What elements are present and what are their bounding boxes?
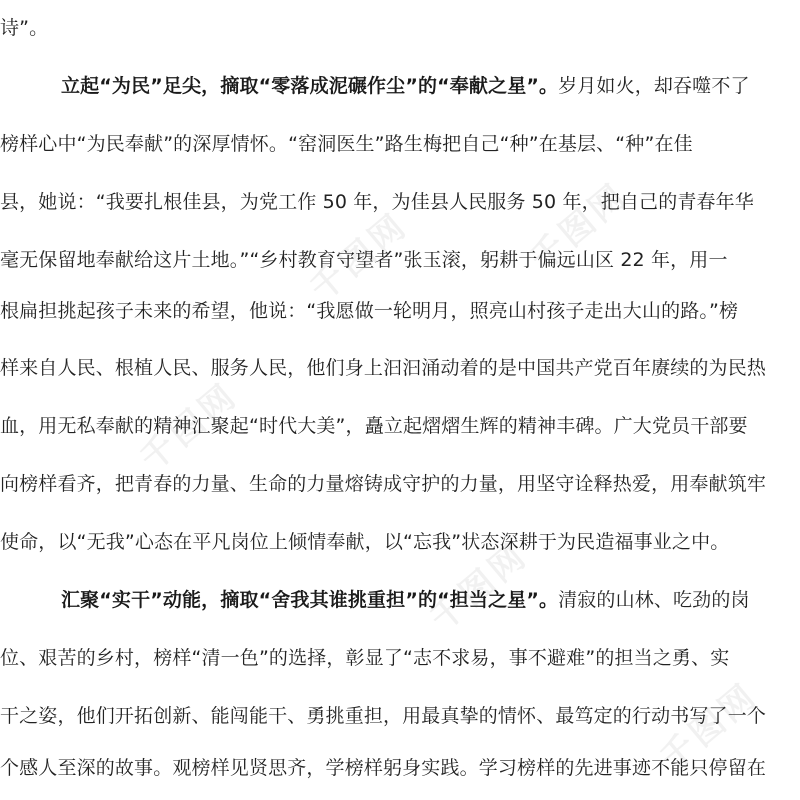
text-line: 血，用无私奉献的精神汇聚起“时代大美”，矗立起熠熠生辉的精神丰碑。广大党员干部要 [0,415,748,437]
text-line: 向榜样看齐，把青春的力量、生命的力量熔铸成守护的力量，用坚守诠释热爱，用奉献筑牢 [0,473,767,495]
paragraph-heading: 汇聚“实干”动能，摘取“舍我其谁挑重担”的“担当之星”。 [61,589,559,611]
watermark: 千图网 [652,675,766,780]
watermark: 千图网 [302,205,416,310]
watermark: 千图网 [522,175,636,280]
paragraph-heading-line: 汇聚“实干”动能，摘取“舍我其谁挑重担”的“担当之星”。清寂的山林、吃劲的岗 [61,589,750,611]
text-line: 位、艰苦的乡村，榜样“清一色”的选择，彰显了“志不求易，事不避难”的担当之勇、实 [0,647,730,669]
watermark: 千图网 [132,375,246,480]
text-line: 毫无保留地奉献给这片土地。”“乡村教育守望者”张玉滚，躬耕于偏远山区 22 年，用一 [0,249,728,271]
watermark: 千图网 [422,535,536,640]
text-line: 样来自人民、根植人民、服务人民，他们身上汩汩涌动着的是中国共产党百年赓续的为民热 [0,357,767,379]
paragraph-heading-line: 立起“为民”足尖，摘取“零落成泥碾作尘”的“奉献之星”。岁月如火，却吞噬不了 [61,75,750,97]
text-line: 个感人至深的故事。观榜样见贤思齐，学榜样躬身实践。学习榜样的先进事迹不能只停留在 [0,757,767,779]
paragraph-heading: 立起“为民”足尖，摘取“零落成泥碾作尘”的“奉献之星”。 [61,75,559,97]
text-line: 诗”。 [0,17,49,39]
text-line: 根扁担挑起孩子未来的希望，他说：“我愿做一轮明月，照亮山村孩子走出大山的路。”榜 [0,300,739,322]
text-line: 县，她说：“我要扎根佳县，为党工作 50 年，为佳县人民服务 50 年，把自己的青春年华 [0,191,754,213]
text-line: 榜样心中“为民奉献”的深厚情怀。“窑洞医生”路生梅把自己“种”在基层、“种”在佳 [0,133,693,155]
text-line: 干之姿，他们开拓创新、能闯能干、勇挑重担，用最真挚的情怀、最笃定的行动书写了一个 [0,705,767,727]
text-line: 使命，以“无我”心态在平凡岗位上倾情奉献，以“忘我”状态深耕于为民造福事业之中。 [0,531,730,553]
